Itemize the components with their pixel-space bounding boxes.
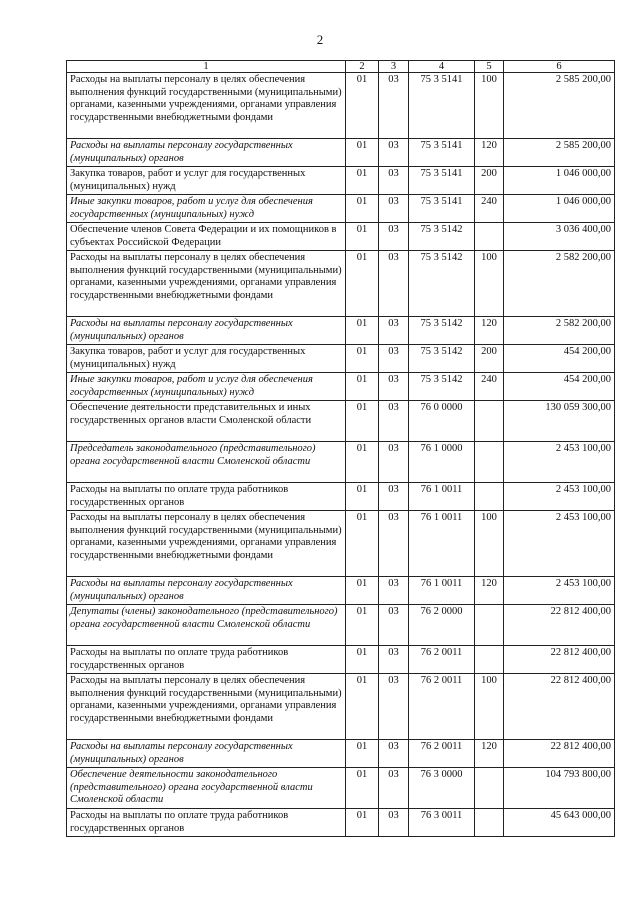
table-row xyxy=(67,223,615,251)
row-subsection-code: 03 xyxy=(379,251,409,317)
row-amount: 1 046 000,00 xyxy=(504,195,615,223)
table-row xyxy=(67,345,615,373)
row-subsection-code: 03 xyxy=(379,401,409,442)
row-name: Обеспечение деятельности представительных и иных государственных органов власти Смоленской области xyxy=(67,401,346,442)
row-target-code: 75 3 5142 xyxy=(409,317,475,345)
row-amount: 2 453 100,00 xyxy=(504,511,615,577)
row-name: Расходы на выплаты персоналу в целях обеспечения выполнения функций государственными (муниципальными) органами, казенными учреждениями, органами управления государственными внебюджетными фондами xyxy=(67,511,346,577)
row-amount: 2 453 100,00 xyxy=(504,442,615,483)
row-name: Закупка товаров, работ и услуг для государственных (муниципальных) нужд xyxy=(67,167,346,195)
row-name: Расходы на выплаты по оплате труда работников государственных органов xyxy=(67,483,346,511)
row-section-code: 01 xyxy=(346,139,379,167)
row-expense-type-code xyxy=(475,646,504,674)
row-section-code: 01 xyxy=(346,483,379,511)
row-expense-type-code xyxy=(475,401,504,442)
header-col-6: 6 xyxy=(504,61,615,73)
row-section-code: 01 xyxy=(346,167,379,195)
row-amount: 454 200,00 xyxy=(504,345,615,373)
row-subsection-code: 03 xyxy=(379,646,409,674)
table-row xyxy=(67,373,615,401)
row-expense-type-code: 200 xyxy=(475,167,504,195)
row-expense-type-code xyxy=(475,768,504,809)
row-target-code: 76 0 0000 xyxy=(409,401,475,442)
row-section-code: 01 xyxy=(346,605,379,646)
table-row xyxy=(67,483,615,511)
table-row xyxy=(67,674,615,740)
table-row xyxy=(67,251,615,317)
row-expense-type-code: 100 xyxy=(475,674,504,740)
row-name: Обеспечение членов Совета Федерации и их помощников в субъектах Российской Федерации xyxy=(67,223,346,251)
row-section-code: 01 xyxy=(346,251,379,317)
row-name: Иные закупки товаров, работ и услуг для обеспечения государственных (муниципальных) нужд xyxy=(67,373,346,401)
row-target-code: 76 1 0011 xyxy=(409,577,475,605)
row-expense-type-code: 120 xyxy=(475,139,504,167)
row-name: Расходы на выплаты персоналу государственных (муниципальных) органов xyxy=(67,139,346,167)
row-expense-type-code: 240 xyxy=(475,373,504,401)
row-expense-type-code xyxy=(475,809,504,837)
row-subsection-code: 03 xyxy=(379,167,409,195)
row-expense-type-code: 120 xyxy=(475,577,504,605)
row-name: Председатель законодательного (представительного) органа государственной власти Смоленской области xyxy=(67,442,346,483)
row-target-code: 76 2 0011 xyxy=(409,740,475,768)
row-expense-type-code: 100 xyxy=(475,73,504,139)
row-expense-type-code xyxy=(475,442,504,483)
row-amount: 45 643 000,00 xyxy=(504,809,615,837)
row-amount: 1 046 000,00 xyxy=(504,167,615,195)
row-target-code: 76 3 0011 xyxy=(409,809,475,837)
row-name: Закупка товаров, работ и услуг для государственных (муниципальных) нужд xyxy=(67,345,346,373)
table-row xyxy=(67,740,615,768)
row-name: Расходы на выплаты персоналу в целях обеспечения выполнения функций государственными (муниципальными) органами, казенными учреждениями, органами управления государственными внебюджетными фондами xyxy=(67,251,346,317)
header-col-2: 2 xyxy=(346,61,379,73)
row-expense-type-code xyxy=(475,605,504,646)
row-subsection-code: 03 xyxy=(379,483,409,511)
row-expense-type-code: 200 xyxy=(475,345,504,373)
row-target-code: 75 3 5142 xyxy=(409,251,475,317)
row-subsection-code: 03 xyxy=(379,195,409,223)
row-amount: 22 812 400,00 xyxy=(504,646,615,674)
row-amount: 22 812 400,00 xyxy=(504,605,615,646)
row-expense-type-code: 100 xyxy=(475,511,504,577)
row-name: Иные закупки товаров, работ и услуг для обеспечения государственных (муниципальных) нужд xyxy=(67,195,346,223)
row-section-code: 01 xyxy=(346,768,379,809)
row-amount: 3 036 400,00 xyxy=(504,223,615,251)
row-section-code: 01 xyxy=(346,345,379,373)
row-section-code: 01 xyxy=(346,401,379,442)
row-section-code: 01 xyxy=(346,317,379,345)
row-target-code: 75 3 5141 xyxy=(409,195,475,223)
row-target-code: 75 3 5141 xyxy=(409,167,475,195)
row-subsection-code: 03 xyxy=(379,605,409,646)
table-row xyxy=(67,768,615,809)
header-col-4: 4 xyxy=(409,61,475,73)
row-section-code: 01 xyxy=(346,740,379,768)
row-section-code: 01 xyxy=(346,577,379,605)
row-name: Расходы на выплаты по оплате труда работников государственных органов xyxy=(67,646,346,674)
row-name: Расходы на выплаты персоналу государственных (муниципальных) органов xyxy=(67,577,346,605)
table-row xyxy=(67,73,615,139)
table-row xyxy=(67,442,615,483)
row-amount: 2 453 100,00 xyxy=(504,483,615,511)
row-name: Обеспечение деятельности законодательного (представительного) органа государственной власти Смоленской области xyxy=(67,768,346,809)
row-section-code: 01 xyxy=(346,809,379,837)
row-target-code: 76 2 0011 xyxy=(409,674,475,740)
page-number: 2 xyxy=(316,32,324,47)
row-subsection-code: 03 xyxy=(379,511,409,577)
table-row xyxy=(67,317,615,345)
budget-table xyxy=(66,60,615,837)
row-section-code: 01 xyxy=(346,646,379,674)
row-amount: 454 200,00 xyxy=(504,373,615,401)
row-subsection-code: 03 xyxy=(379,317,409,345)
row-subsection-code: 03 xyxy=(379,740,409,768)
table-row xyxy=(67,139,615,167)
row-subsection-code: 03 xyxy=(379,674,409,740)
row-target-code: 75 3 5142 xyxy=(409,373,475,401)
table-row xyxy=(67,511,615,577)
row-target-code: 76 2 0000 xyxy=(409,605,475,646)
row-section-code: 01 xyxy=(346,223,379,251)
row-target-code: 76 1 0011 xyxy=(409,511,475,577)
row-target-code: 75 3 5141 xyxy=(409,139,475,167)
row-amount: 2 453 100,00 xyxy=(504,577,615,605)
row-target-code: 76 3 0000 xyxy=(409,768,475,809)
row-name: Расходы на выплаты по оплате труда работников государственных органов xyxy=(67,809,346,837)
table-row xyxy=(67,401,615,442)
row-name: Расходы на выплаты персоналу в целях обеспечения выполнения функций государственными (муниципальными) органами, казенными учреждениями, органами управления государственными внебюджетными фондами xyxy=(67,73,346,139)
row-name: Расходы на выплаты персоналу государственных (муниципальных) органов xyxy=(67,740,346,768)
table-row xyxy=(67,195,615,223)
table-row xyxy=(67,646,615,674)
row-expense-type-code xyxy=(475,483,504,511)
header-col-3: 3 xyxy=(379,61,409,73)
row-section-code: 01 xyxy=(346,674,379,740)
table-row xyxy=(67,605,615,646)
table-row xyxy=(67,577,615,605)
row-subsection-code: 03 xyxy=(379,139,409,167)
row-amount: 22 812 400,00 xyxy=(504,674,615,740)
row-expense-type-code: 120 xyxy=(475,317,504,345)
row-amount: 2 582 200,00 xyxy=(504,251,615,317)
row-section-code: 01 xyxy=(346,442,379,483)
row-subsection-code: 03 xyxy=(379,73,409,139)
row-expense-type-code: 240 xyxy=(475,195,504,223)
row-subsection-code: 03 xyxy=(379,768,409,809)
row-target-code: 76 1 0000 xyxy=(409,442,475,483)
header-col-1: 1 xyxy=(67,61,346,73)
row-amount: 2 582 200,00 xyxy=(504,317,615,345)
row-name: Депутаты (члены) законодательного (представительного) органа государственной власти Смоленской области xyxy=(67,605,346,646)
header-col-5: 5 xyxy=(475,61,504,73)
row-section-code: 01 xyxy=(346,373,379,401)
row-subsection-code: 03 xyxy=(379,809,409,837)
row-target-code: 76 2 0011 xyxy=(409,646,475,674)
row-section-code: 01 xyxy=(346,195,379,223)
row-section-code: 01 xyxy=(346,511,379,577)
row-expense-type-code: 120 xyxy=(475,740,504,768)
row-subsection-code: 03 xyxy=(379,442,409,483)
row-amount: 22 812 400,00 xyxy=(504,740,615,768)
table-row xyxy=(67,809,615,837)
row-expense-type-code xyxy=(475,223,504,251)
row-amount: 2 585 200,00 xyxy=(504,73,615,139)
row-expense-type-code: 100 xyxy=(475,251,504,317)
row-subsection-code: 03 xyxy=(379,223,409,251)
row-amount: 2 585 200,00 xyxy=(504,139,615,167)
table-row xyxy=(67,167,615,195)
row-name: Расходы на выплаты персоналу в целях обеспечения выполнения функций государственными (муниципальными) органами, казенными учреждениями, органами управления государственными внебюджетными фондами xyxy=(67,674,346,740)
row-section-code: 01 xyxy=(346,73,379,139)
row-name: Расходы на выплаты персоналу государственных (муниципальных) органов xyxy=(67,317,346,345)
row-subsection-code: 03 xyxy=(379,577,409,605)
table-header-row xyxy=(67,61,615,73)
row-target-code: 75 3 5142 xyxy=(409,345,475,373)
row-amount: 130 059 300,00 xyxy=(504,401,615,442)
row-target-code: 75 3 5141 xyxy=(409,73,475,139)
row-target-code: 76 1 0011 xyxy=(409,483,475,511)
row-subsection-code: 03 xyxy=(379,345,409,373)
row-subsection-code: 03 xyxy=(379,373,409,401)
row-target-code: 75 3 5142 xyxy=(409,223,475,251)
row-amount: 104 793 800,00 xyxy=(504,768,615,809)
